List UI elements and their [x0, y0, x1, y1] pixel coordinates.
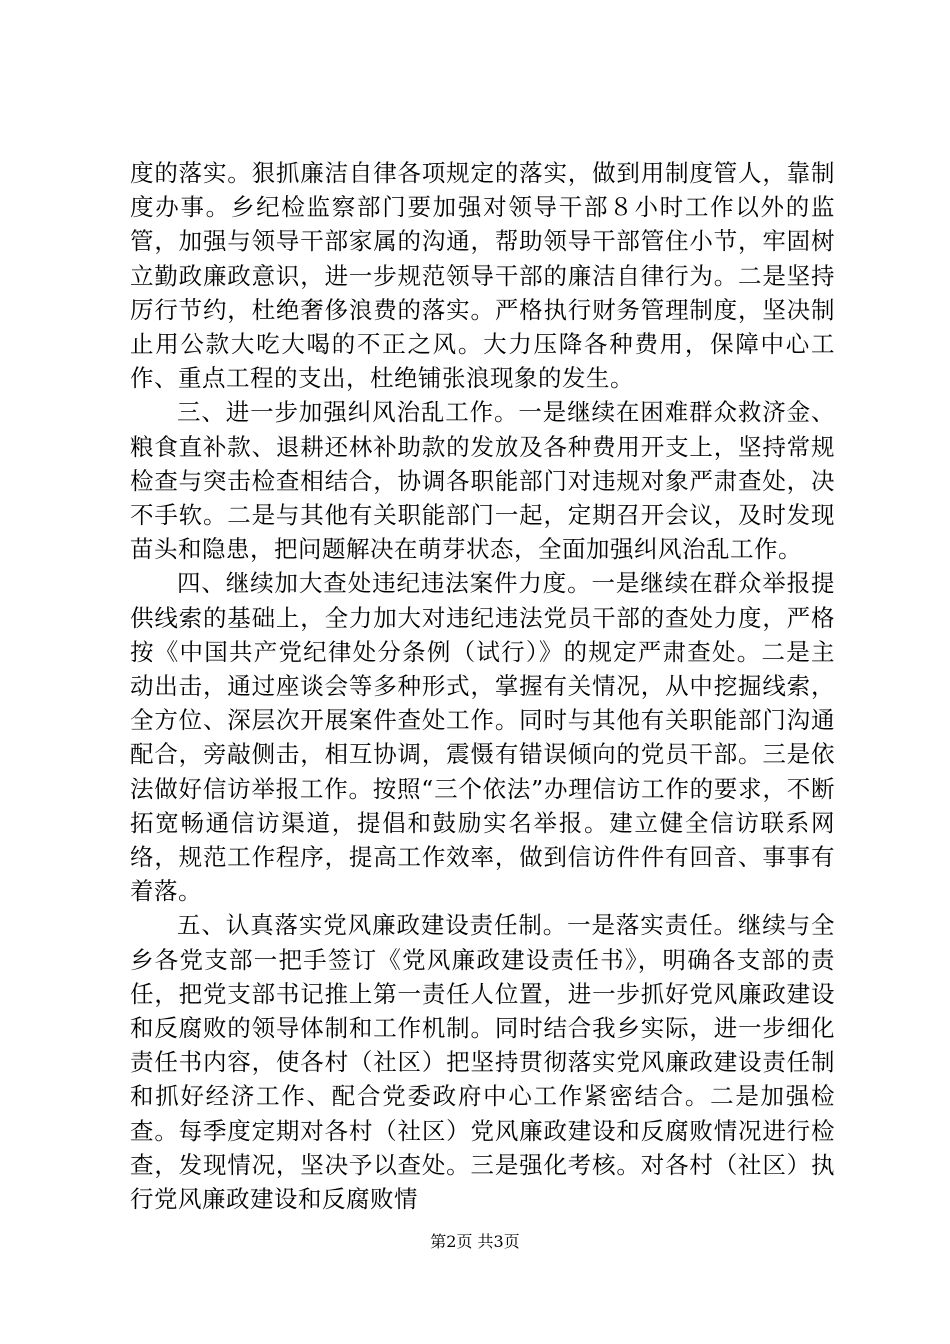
page-number: 第2页 共3页: [430, 1232, 520, 1251]
paragraph-continuation: 度的落实。狠抓廉洁自律各项规定的落实，做到用制度管人，靠制度办事。乡纪检监察部门要加强对领导干部８小时工作以外的监管，加强与领导干部家属的沟通，帮助领导干部管住小节，牢固树立勤政廉政意识，进一步规范领导干部的廉洁自律行为。二是坚持厉行节约，杜绝奢侈浪费的落实。严格执行财务管理制度，坚决制止用公款大吃大喝的不正之风。大力压降各种费用，保障中心工作、重点工程的支出，杜绝铺张浪现象的发生。: [130, 159, 835, 393]
paragraph-section-four: 四、继续加大查处违纪违法案件力度。一是继续在群众举报提供线索的基础上，全力加大对违纪违法党员干部的查处力度，严格按《中国共产党纪律处分条例（试行）》的规定严肃查处。二是主动出击，通过座谈会等多种形式，掌握有关情况，从中挖掘线索，全方位、深层次开展案件查处工作。同时与其他有关职能部门沟通配合，旁敲侧击，相互协调，震慑有错误倾向的党员干部。三是依法做好信访举报工作。按照“三个依法”办理信访工作的要求，不断拓宽畅通信访渠道，提倡和鼓励实名举报。建立健全信访联系网络，规范工作程序，提高工作效率，做到信访件件有回音、事事有着落。: [130, 569, 835, 906]
paragraph-section-three: 三、进一步加强纠风治乱工作。一是继续在困难群众救济金、粮食直补款、退耕还林补助款的发放及各种费用开支上，坚持常规检查与突击检查相结合，协调各职能部门对违规对象严肃查处，决不手软。二是与其他有关职能部门一起，定期召开会议，及时发现苗头和隐患，把问题解决在萌芽状态，全面加强纠风治乱工作。: [130, 398, 835, 564]
document-body: [130, 156, 835, 1216]
paragraph-section-five: 五、认真落实党风廉政建设责任制。一是落实责任。继续与全乡各党支部一把手签订《党风廉政建设责任书》，明确各支部的责任，把党支部书记推上第一责任人位置，进一步抓好党风廉政建设和反腐败的领导体制和工作机制。同时结合我乡实际，进一步细化责任书内容，使各村（社区）把坚持贯彻落实党风廉政建设责任制和抓好经济工作、配合党委政府中心工作紧密结合。二是加强检查。每季度定期对各村（社区）党风廉政建设和反腐败情况进行检查，发现情况，坚决予以查处。三是强化考核。对各村（社区）执行党风廉政建设和反腐败情: [130, 911, 835, 1214]
page-footer: [0, 1232, 950, 1252]
